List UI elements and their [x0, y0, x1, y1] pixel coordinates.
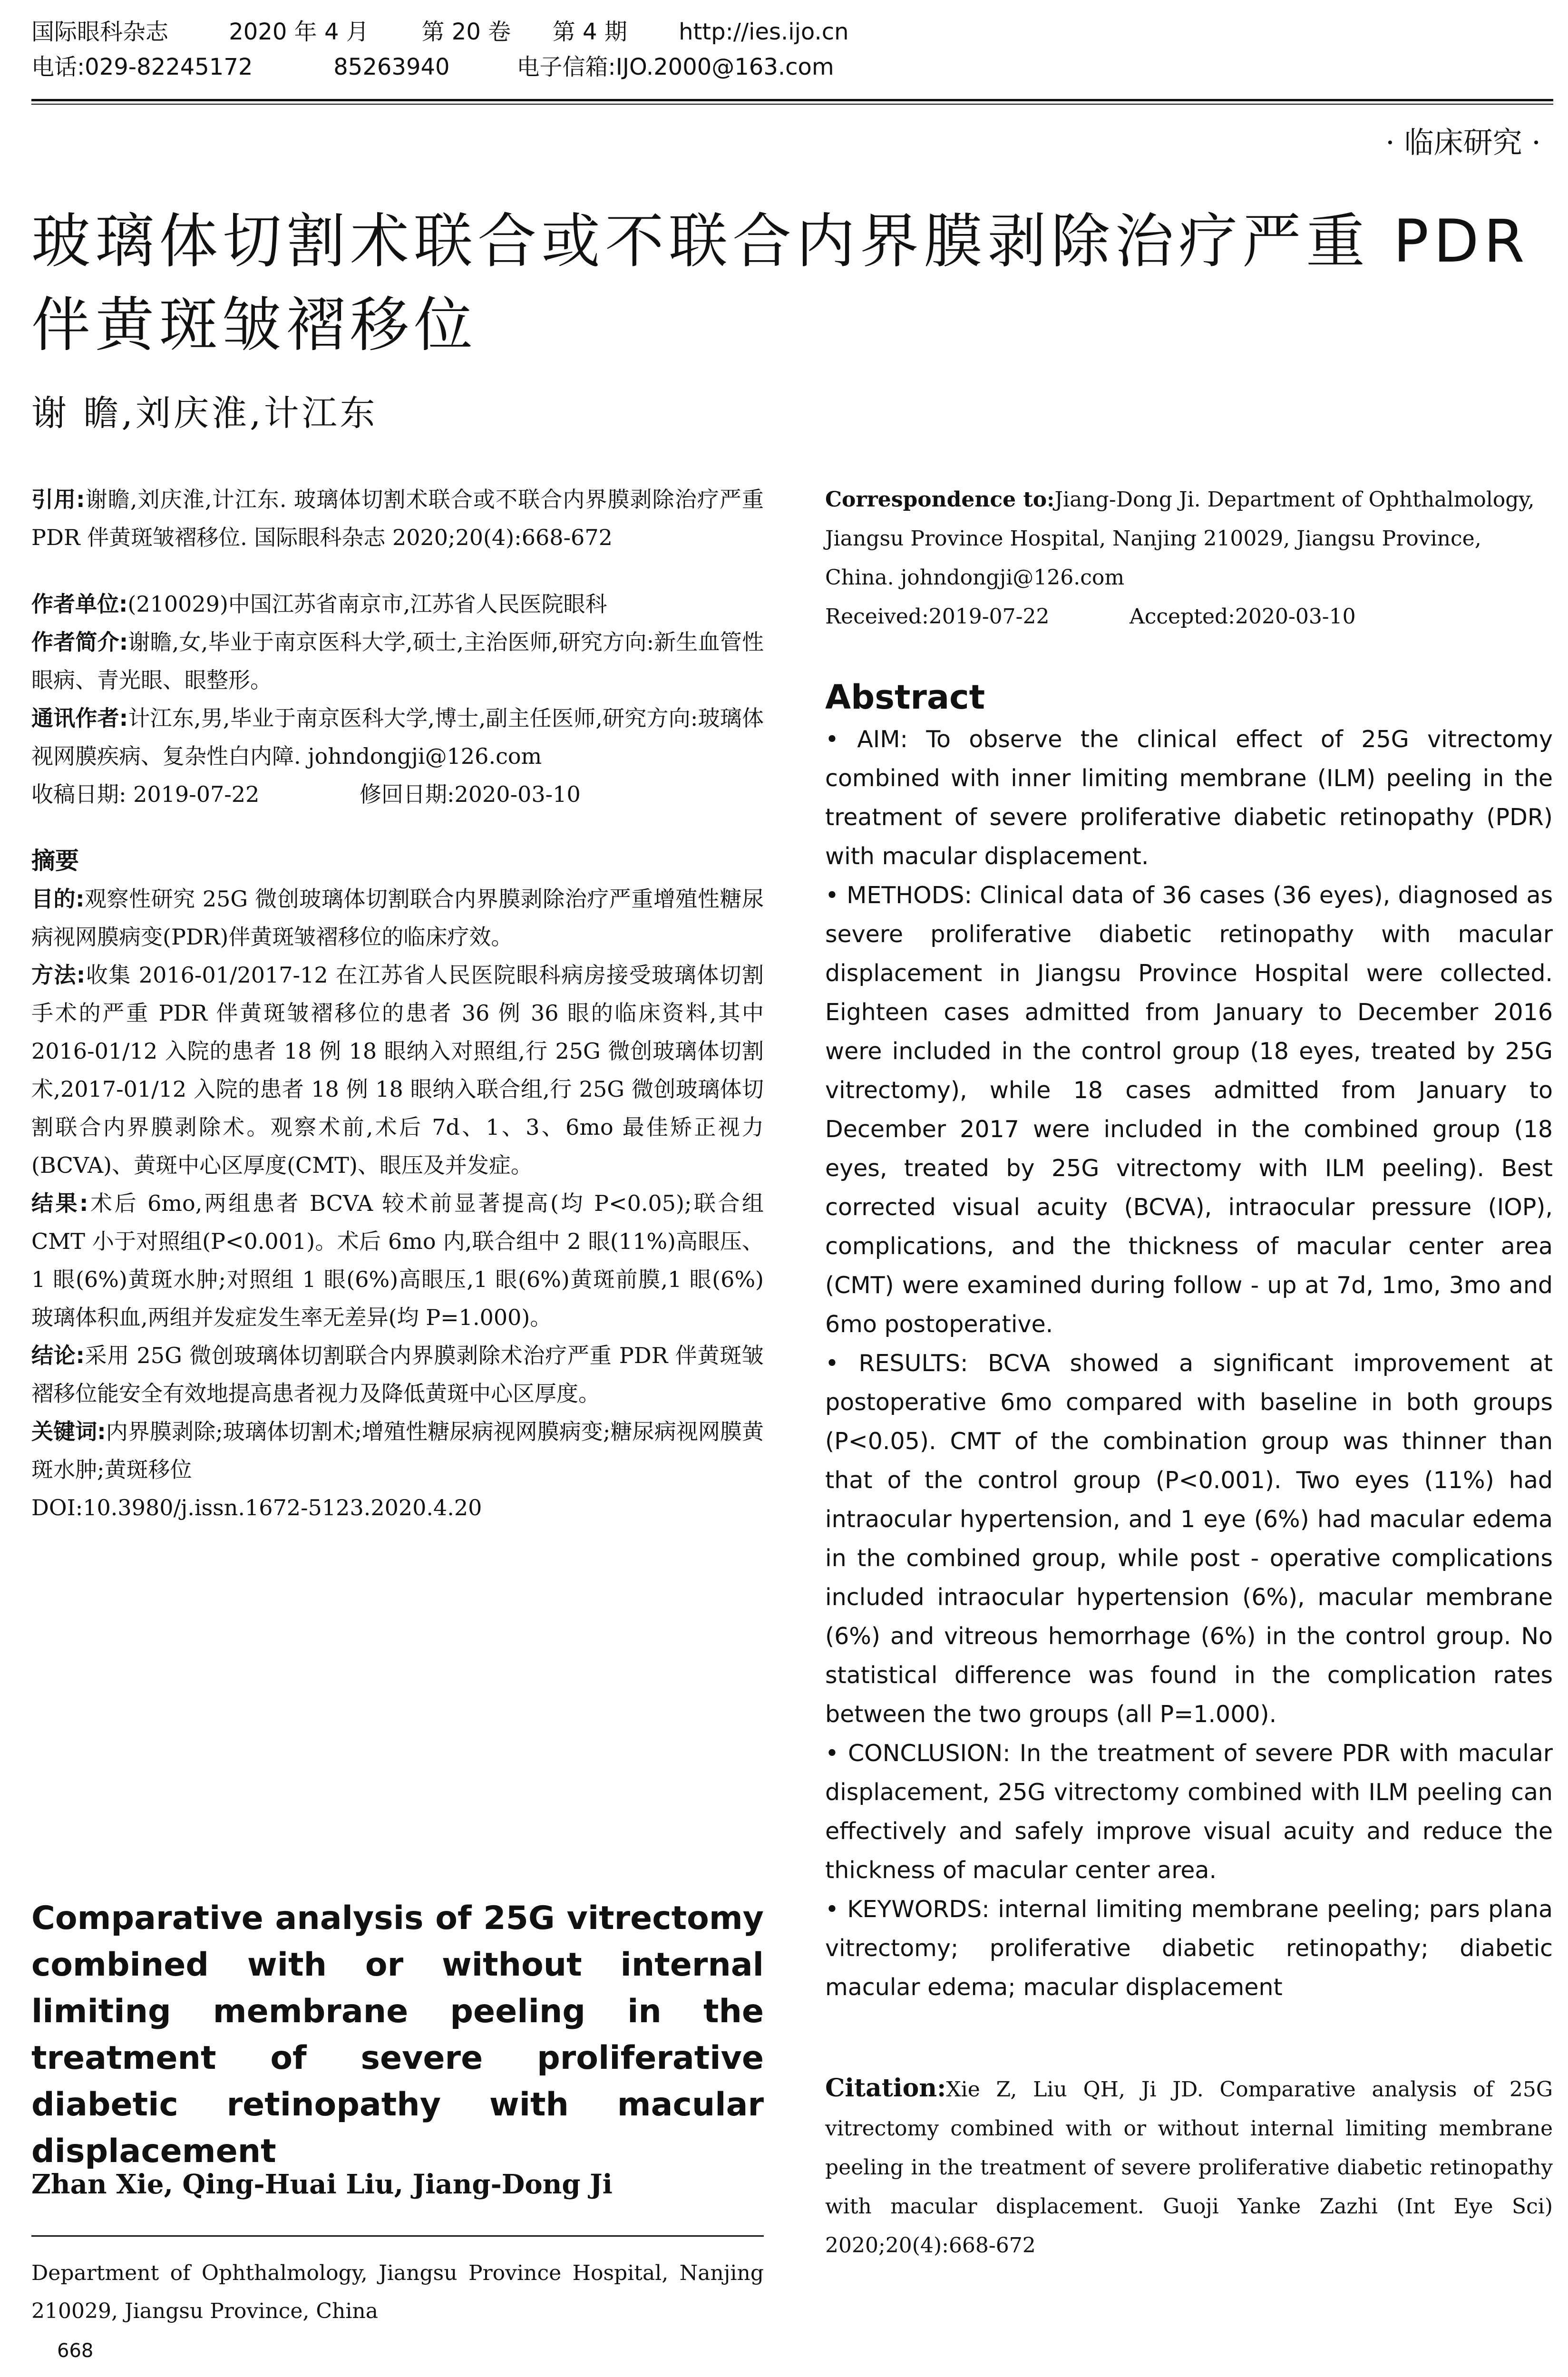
en-dates [825, 597, 1553, 636]
cn-conclusion-text: 采用 25G 微创玻璃体切割联合内界膜剥除术治疗严重 PDR 伴黄斑皱褶移位能安全有效地提高患者视力及降低黄斑中心区厚度。 [31, 1343, 764, 1406]
section-tag: · 临床研究 · [1385, 125, 1541, 160]
affiliation: Department of Ophthalmology, Jiangsu Province Hospital, Nanjing 210029, Jiangsu Province, China [31, 2261, 764, 2323]
cn-citation-text: 谢瞻,刘庆淮,计江东. 玻璃体切割术联合或不联合内界膜剥除治疗严重 PDR 伴黄斑皱褶移位. 国际眼科杂志 2020;20(4):668-672 [31, 487, 764, 550]
phone: 电话:029-82245172 [31, 54, 253, 80]
left-column [31, 480, 764, 1527]
corresponding-author [31, 699, 764, 775]
en-keywords: • KEYWORDS: internal limiting membrane peeling; pars plana vitrectomy; proliferative diabetic retinopathy; diabetic macular edema; macular displacement [825, 1896, 1553, 2001]
cn-keywords-text: 内界膜剥除;玻璃体切割术;增殖性糖尿病视网膜病变;糖尿病视网膜黄斑水肿;黄斑移位 [31, 1419, 764, 1482]
email[interactable]: 电子信箱:IJO.2000@163.com [516, 54, 834, 80]
header-line-2 [31, 49, 1553, 85]
cn-results-label: 结果: [31, 1190, 88, 1216]
issue-date: 2020 年 4 月 [229, 19, 369, 45]
authors-cn: 谢 瞻,刘庆淮,计江东 [31, 393, 378, 434]
header-rule [31, 99, 1553, 101]
en-citation-text: Xie Z, Liu QH, Ji JD. Comparative analysis of 25G vitrectomy combined with or without internal limiting membrane peeling in the treatment of severe proliferative diabetic retinopathy with macular displacement. Guoji Yanke Zazhi (Int Eye Sci) 2020;20(4):668-672 [825, 2077, 1553, 2258]
cn-methods [31, 956, 764, 1184]
cn-abstract-heading: 摘要 [31, 847, 79, 875]
cn-keywords-label: 关键词: [31, 1419, 106, 1444]
cn-methods-label: 方法: [31, 962, 86, 988]
phone-2: 85263940 [333, 54, 450, 80]
en-conclusion: • CONCLUSION: In the treatment of severe PDR with macular displacement, 25G vitrectomy combined with ILM peeling can effectively and safely improve visual acuity and reduce the thickness of macular center area. [825, 1740, 1553, 1884]
author-unit-text: (210029)中国江苏省南京市,江苏省人民医院眼科 [127, 591, 607, 617]
issue: 第 4 期 [552, 19, 627, 45]
cn-keywords [31, 1413, 764, 1489]
cn-revised-date: 修回日期:2020-03-10 [360, 781, 581, 807]
en-abstract [825, 720, 1553, 2007]
en-methods: • METHODS: Clinical data of 36 cases (36 eyes), diagnosed as severe proliferative diabetic retinopathy with macular displacement in Jiangsu Province Hospital were collected. Eighteen cases admitted from January to December 2016 were included in the control group (18 eyes, treated by 25G vitrectomy), while 18 cases admitted from January to December 2017 were included in the combined group (18 eyes, treated by 25G vitrectomy with ILM peeling). Best corrected visual acuity (BCVA), intraocular pressure (IOP), complications, and the thickness of macular center area (CMT) were examined during follow - up at 7d, 1mo, 3mo and 6mo postoperative. [825, 882, 1553, 1338]
right-column [825, 480, 1553, 2265]
author-unit [31, 585, 764, 623]
page-title: 玻璃体切割术联合或不联合内界膜剥除治疗严重 PDR 伴黄斑皱褶移位 [31, 207, 1529, 360]
cn-results [31, 1184, 764, 1336]
cn-citation [31, 480, 764, 556]
english-title: Comparative analysis of 25G vitrectomy combined with or without internal limiting membrane peeling in the treatment of severe proliferative diabetic retinopathy with macular displacement [31, 1900, 764, 2170]
cn-conclusion [31, 1336, 764, 1413]
journal-name: 国际眼科杂志 [31, 19, 169, 45]
cn-conclusion-label: 结论: [31, 1343, 85, 1368]
en-abstract-heading: Abstract [825, 678, 985, 717]
en-correspondence-para [825, 480, 1553, 597]
header-line-1 [31, 14, 1553, 49]
en-citation-label: Citation: [825, 2074, 946, 2103]
en-accepted-date: Accepted:2020-03-10 [1130, 604, 1356, 629]
header-rule-thin [31, 104, 1553, 105]
author-bio [31, 623, 764, 699]
author-bio-label: 作者简介: [31, 629, 128, 655]
english-authors: Zhan Xie, Qing-Huai Liu, Jiang-Dong Ji [31, 2169, 613, 2200]
cn-citation-label: 引用: [31, 487, 85, 512]
cn-methods-text: 收集 2016-01/2017-12 在江苏省人民医院眼科病房接受玻璃体切割手术的严重 PDR 伴黄斑皱褶移位的患者 36 例 36 眼的临床资料,其中 2016-01/12 入院的患者 18 例 18 眼纳入对照组,行 25G 微创玻璃体切割术,2017-01/12 入院的患者 18 例 18 眼纳入联合组,行 25G 微创玻璃体切割联合内界膜剥除术。观察术前,术后 7d、1、3、6mo 最佳矫正视力(BCVA)、黄斑中心区厚度(CMT)、眼压及并发症。 [31, 962, 764, 1178]
en-correspondence [825, 480, 1553, 636]
cn-aim [31, 880, 764, 956]
volume: 第 20 卷 [421, 19, 511, 45]
en-aim: • AIM: To observe the clinical effect of 25G vitrectomy combined with inner limiting membrane (ILM) peeling in the treatment of severe proliferative diabetic retinopathy (PDR) with macular displacement. [825, 726, 1553, 870]
cn-aim-label: 目的: [31, 886, 85, 912]
author-unit-label: 作者单位: [31, 591, 128, 617]
corresponding-author-text: 计江东,男,毕业于南京医科大学,博士,副主任医师,研究方向:玻璃体视网膜疾病、复杂性白内障. johndongji@126.com [31, 705, 764, 769]
corresponding-author-label: 通讯作者: [31, 705, 128, 731]
author-bio-text: 谢瞻,女,毕业于南京医科大学,硕士,主治医师,研究方向:新生血管性眼病、青光眼、眼整形。 [31, 629, 764, 693]
journal-url[interactable]: http://ies.ijo.cn [679, 19, 849, 45]
en-correspondence-text: Jiang-Dong Ji. Department of Ophthalmology, Jiangsu Province Hospital, Nanjing 210029, Jiangsu Province, China. johndongji@126.com [825, 487, 1535, 590]
en-results: • RESULTS: BCVA showed a significant improvement at postoperative 6mo compared with baseline in both groups (P<0.05). CMT of the combination group was thinner than that of the control group (P<0.001). Two eyes (11%) had intraocular hypertension, and 1 eye (6%) had macular edema in the combined group, while post - operative complications included intraocular hypertension (6%), macular membrane (6%) and vitreous hemorrhage (6%) in the control group. No statistical difference was found in the complication rates between the two groups (all P=1.000). [825, 1350, 1553, 1728]
page-number: 668 [57, 2340, 94, 2362]
en-received-date: Received:2019-07-22 [825, 604, 1050, 629]
affiliation-rule [31, 2235, 764, 2237]
cn-dates [31, 775, 764, 813]
cn-received-date: 收稿日期: 2019-07-22 [31, 781, 260, 807]
cn-results-text: 术后 6mo,两组患者 BCVA 较术前显著提高(均 P<0.05);联合组 CMT 小于对照组(P<0.001)。术后 6mo 内,联合组中 2 眼(11%)高眼压、1 眼(6%)黄斑水肿;对照组 1 眼(6%)高眼压,1 眼(6%)黄斑前膜,1 眼(6%)玻璃体积血,两组并发症发生率无差异(均 P=1.000)。 [31, 1190, 764, 1330]
cn-aim-text: 观察性研究 25G 微创玻璃体切割联合内界膜剥除治疗严重增殖性糖尿病视网膜病变(PDR)伴黄斑皱褶移位的临床疗效。 [31, 886, 764, 950]
running-header [31, 14, 1553, 85]
en-correspondence-label: Correspondence to: [825, 487, 1055, 512]
en-citation [825, 2069, 1553, 2265]
doi[interactable]: DOI:10.3980/j.issn.1672-5123.2020.4.20 [31, 1495, 482, 1520]
